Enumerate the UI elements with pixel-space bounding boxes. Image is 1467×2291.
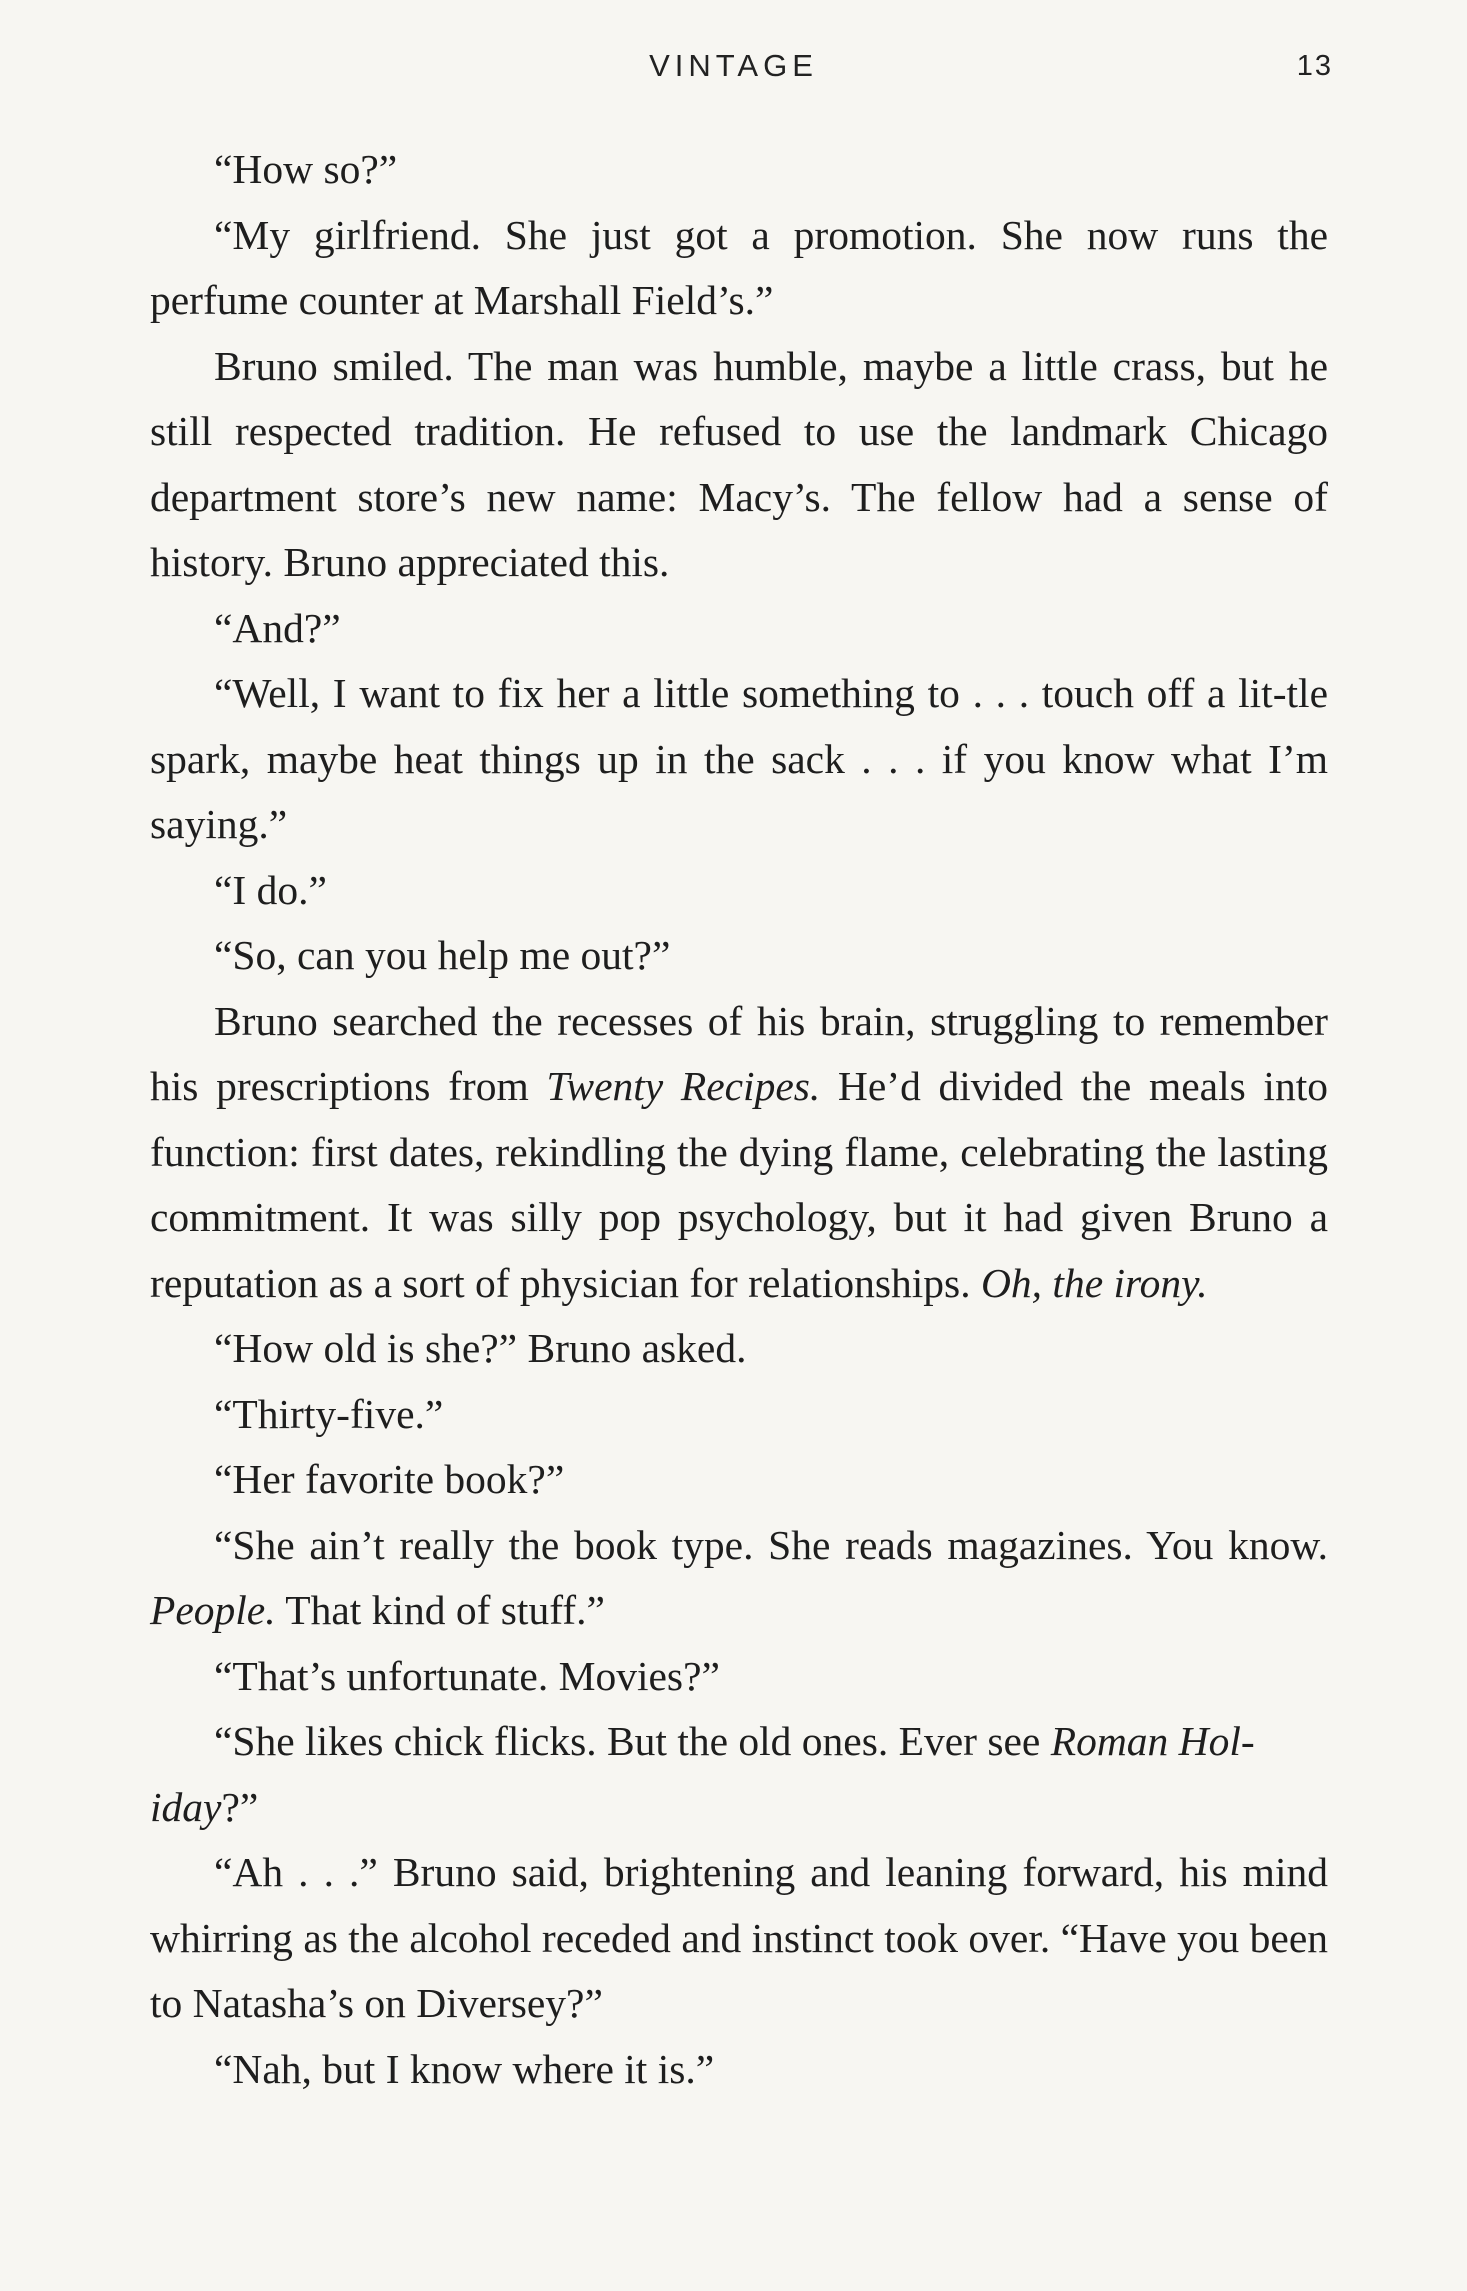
text-run: “And?” — [214, 604, 341, 651]
text-run: “That’s unfortunate. Movies?” — [214, 1652, 720, 1699]
paragraph — [150, 1840, 1328, 2037]
paragraph — [150, 661, 1328, 858]
italic-text: Oh, the irony. — [980, 1259, 1208, 1306]
paragraph — [150, 334, 1328, 596]
text-run: Bruno searched the recesses of his brain, struggling to remember his prescriptions from — [150, 997, 1328, 1109]
paragraph — [150, 1513, 1328, 1644]
italic-text: People. — [150, 1587, 276, 1633]
body-text — [150, 137, 1328, 2102]
text-run: “How so?” — [214, 146, 398, 192]
running-title: VINTAGE — [649, 48, 818, 83]
text-run: “I do.” — [214, 866, 327, 913]
text-run: “Her favorite book?” — [214, 1456, 565, 1502]
text-run: He’d divided the meals into function: first dates, rekindling the dying flame, celebrating the lasting commitment. It was silly pop psychology, but it had given Bruno a reputation as a sort of physician for relationships. — [150, 1063, 1328, 1306]
paragraph — [150, 1316, 1328, 1382]
paragraph — [150, 137, 1328, 203]
paragraph — [150, 2037, 1328, 2103]
text-run: “Well, I want to fix her a little something to . . . touch off a lit-tle spark, maybe heat things up in the sack . . . if you know what I’m saying.” — [150, 670, 1328, 847]
text-run: ?” — [221, 1783, 259, 1830]
paragraph — [150, 1709, 1328, 1840]
text-run: “Ah . . .” Bruno said, brightening and leaning forward, his mind whirring as the alcohol receded and instinct took over. “Have you been to Natasha’s on Diversey?” — [150, 1849, 1328, 2026]
text-run: That kind of stuff.” — [275, 1587, 605, 1633]
paragraph — [150, 858, 1328, 924]
paragraph — [150, 1447, 1328, 1513]
text-run: Bruno smiled. The man was humble, maybe a little crass, but he still respected tradition. He refused to use the landmark Chicago department store’s new name: Macy’s. The fellow had a sense of history. Bruno appreciated this. — [150, 342, 1328, 585]
paragraph — [150, 1382, 1328, 1448]
paragraph — [150, 923, 1328, 989]
running-head — [0, 48, 1467, 92]
italic-text: Roman Hol-iday — [150, 1718, 1255, 1830]
italic-text: Twenty Recipes. — [546, 1063, 821, 1109]
text-run: “My girlfriend. She just got a promotion. She now runs the perfume counter at Marshall Field’s.” — [150, 211, 1328, 323]
text-run: “Nah, but I know where it is.” — [214, 2045, 715, 2092]
paragraph — [150, 1644, 1328, 1710]
text-run: “She likes chick flicks. But the old ones. Ever see — [214, 1718, 1051, 1764]
text-run: “She ain’t really the book type. She reads magazines. You know. — [214, 1521, 1328, 1568]
paragraph — [150, 596, 1328, 662]
paragraph — [150, 989, 1328, 1317]
text-run: “So, can you help me out?” — [214, 932, 671, 978]
text-run: “How old is she?” Bruno asked. — [214, 1325, 747, 1371]
text-run: “Thirty-five.” — [214, 1390, 444, 1437]
page-number: 13 — [1296, 50, 1333, 82]
paragraph — [150, 203, 1328, 334]
